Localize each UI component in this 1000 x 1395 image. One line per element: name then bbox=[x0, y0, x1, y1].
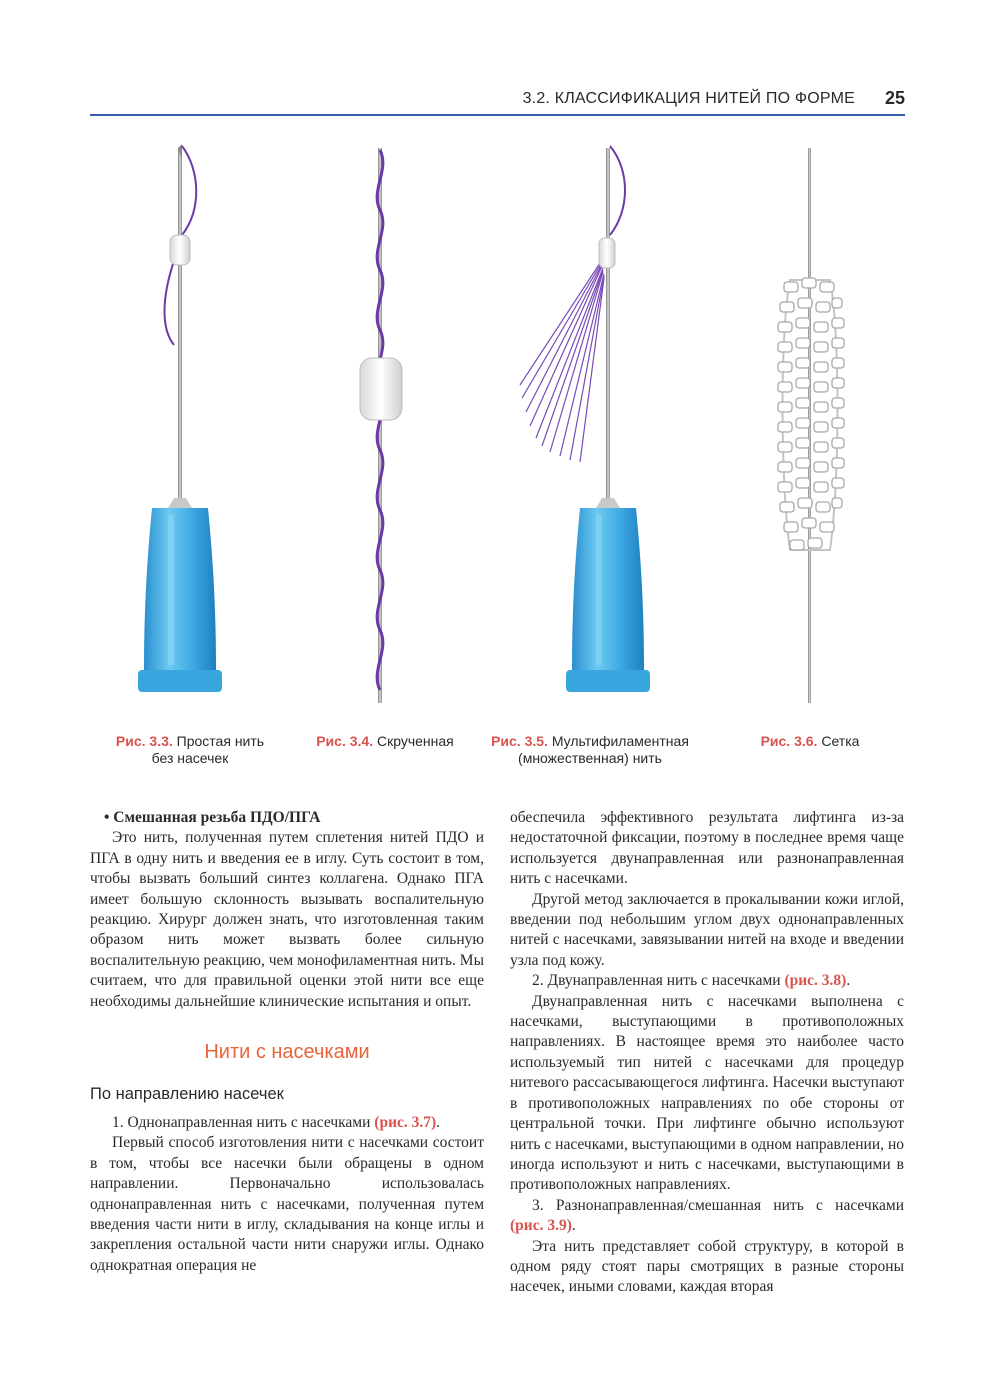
caption-text: Мультифиламентная bbox=[551, 733, 689, 749]
caption-text: Скрученная bbox=[376, 733, 454, 749]
running-header bbox=[90, 88, 905, 116]
list-item-text: 1. Однонаправленная нить с насечками bbox=[112, 1113, 375, 1131]
figure-link[interactable]: (рис. 3.8) bbox=[784, 972, 847, 990]
punctuation: . bbox=[846, 972, 851, 990]
list-item-text: 2. Двунаправленная нить с насечками bbox=[532, 972, 785, 990]
caption-text: Простая нить bbox=[176, 733, 265, 749]
punctuation: . bbox=[436, 1113, 441, 1131]
paragraph: Другой метод заключается в прокалывании кожи иглой, введении под небольшим углом двух однонаправленных нитей с насечками, завязывании нитей на входе и введении узла под кожу. bbox=[510, 890, 904, 969]
page-number: 25 bbox=[884, 88, 905, 108]
list-item-text: 3. Разнонаправленная/смешанная нить с насечками bbox=[532, 1196, 904, 1214]
figure-link[interactable]: (рис. 3.9) bbox=[510, 1217, 572, 1235]
caption-fig-3-4 bbox=[295, 733, 475, 750]
needles-illustration bbox=[90, 130, 905, 710]
caption-ref: Рис. 3.6. bbox=[760, 733, 818, 749]
running-title: 3.2. КЛАССИФИКАЦИЯ НИТЕЙ ПО ФОРМЕ bbox=[522, 90, 855, 107]
paragraph: Эта нить представляет собой структуру, в которой в одном ряду стоят пары смотрящих в разные стороны насечек, иными словами, каждая вторая bbox=[510, 1237, 904, 1296]
paragraph: Это нить, полученная путем сплетения нитей ПДО и ПГА в одну нить и введения ее в иглу. Суть состоит в том, чтобы вызвать больший синтез коллагена. Однако ПГА имеет большую склонность вызывать воспалительную реакцию. Хирург должен знать, что изготовленная таким образом нить может вызвать более сильную воспалительную реакцию, чем монофиламентная нить. Мы считаем, что для правильной оценки этой нити все еще необходимы дальнейшие клинические испытания и опыт. bbox=[90, 829, 484, 1010]
caption-ref: Рис. 3.4. bbox=[316, 733, 374, 749]
figures-row bbox=[90, 130, 905, 710]
caption-ref: Рис. 3.5. bbox=[491, 733, 548, 749]
figure-3-3-needle bbox=[138, 144, 222, 692]
subsection-title: По направлению насечек bbox=[90, 1085, 284, 1104]
list-item-2 bbox=[510, 971, 904, 991]
figure-link[interactable]: (рис. 3.7) bbox=[374, 1113, 437, 1131]
list-item-3 bbox=[510, 1196, 904, 1237]
right-column bbox=[510, 808, 904, 1298]
list-item-1 bbox=[90, 1113, 484, 1133]
caption-text-line2: (множественная) нить bbox=[518, 750, 662, 766]
figure-3-5-needle bbox=[520, 146, 650, 692]
caption-fig-3-5 bbox=[480, 733, 700, 767]
caption-fig-3-6 bbox=[745, 733, 875, 750]
paragraph: Первый способ изготовления нити с насечками состоит в том, чтобы все насечки были обращены в одном направлении. Первоначально использовалась однонаправленная нить с насечками, полученная путем введения части нити в иглу, складывания на конце иглы и закрепления остальной части нити снаружи иглы. Однако однократная операция не bbox=[90, 1134, 484, 1274]
paragraph: обеспечила эффективного результата лифтинга из-за недостаточной фиксации, поэтому в последнее время чаще используется двунаправленная или разнонаправленная нить с насечками. bbox=[510, 809, 904, 888]
bullet-heading: • Смешанная резьба ПДО/ПГА bbox=[104, 809, 321, 826]
caption-text: Сетка bbox=[821, 733, 860, 749]
figure-3-6-mesh bbox=[778, 148, 844, 703]
caption-text-line2: без насечек bbox=[151, 750, 229, 766]
caption-ref: Рис. 3.3. bbox=[115, 733, 173, 749]
figure-3-4-needle bbox=[360, 148, 402, 703]
section-title: Нити с насечками bbox=[204, 1041, 370, 1064]
left-column bbox=[90, 808, 484, 1276]
paragraph: Двунаправленная нить с насечками выполнена с насечками, выступающими в противоположных направлениях. В настоящее время это наиболее часто используемый тип нитей с насечками для процедур нитевого рассасывающегося лифтинга. Насечки выступают в противоположных направлениях по обе стороны от центральной точки. При лифтинге обычно используют нить с насечками, выступающими в одном направлении, но иногда используют и нить с насечками, выступающими в противоположных направлениях. bbox=[510, 992, 904, 1194]
caption-fig-3-3 bbox=[90, 733, 290, 767]
punctuation: . bbox=[571, 1217, 576, 1235]
